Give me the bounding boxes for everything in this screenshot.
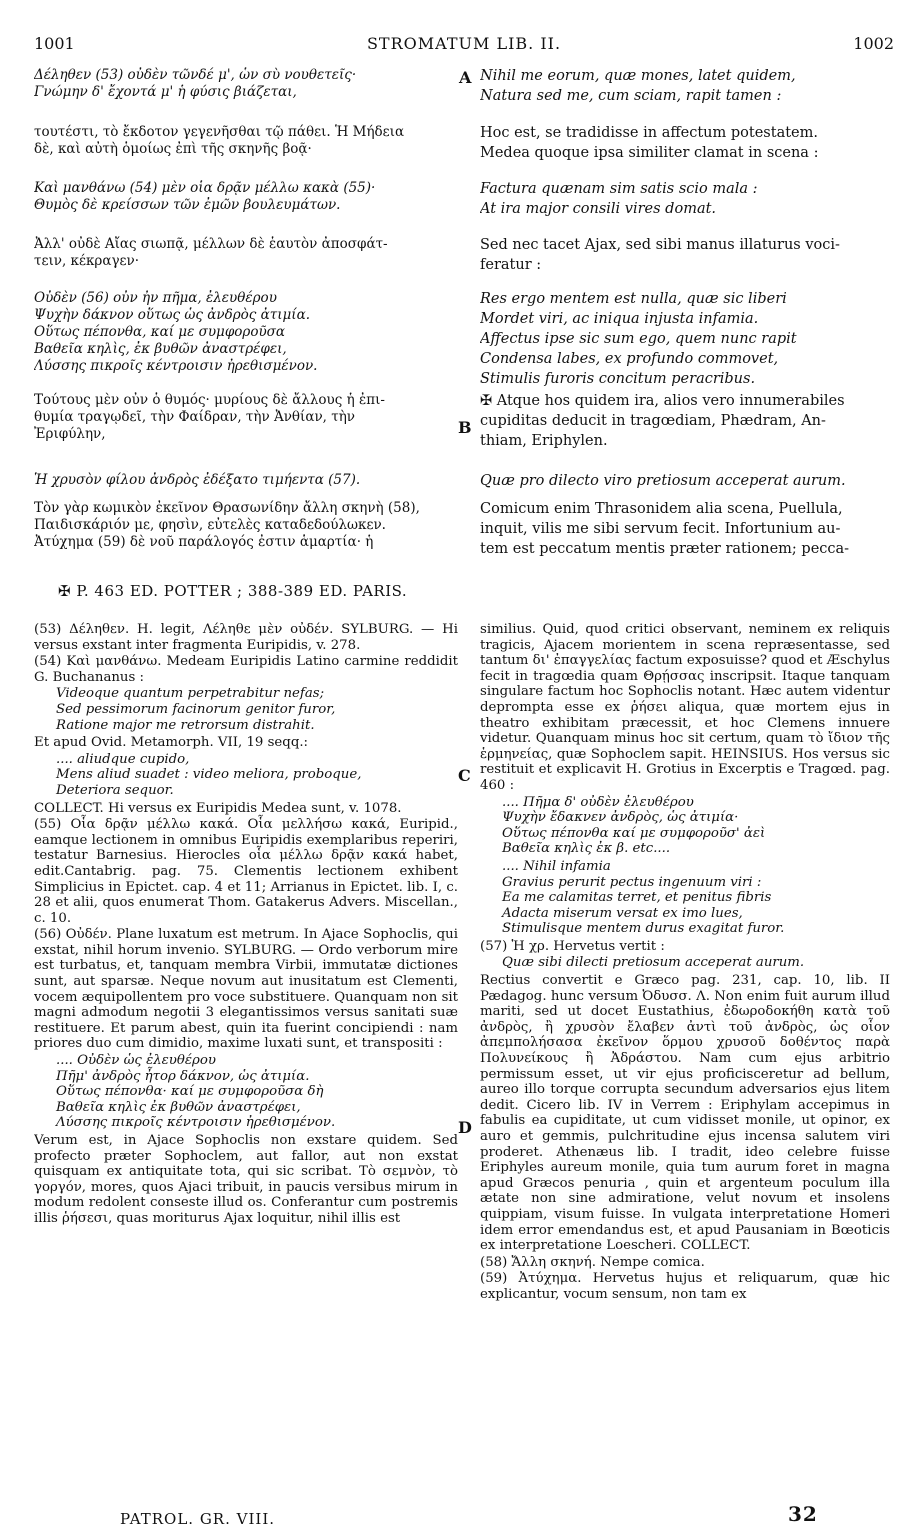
latin-block: Res ergo mentem est nulla, quæ sic liberi Mordet viri, ac iniqua injusta infamia. Affectus ipse sic sum ego, quem nunc rapit Condensa labes, ex profundo commovet, Stimulis furoris concitum peracribus. [480, 291, 797, 387]
note-verse: Quæ sibi dilecti pretiosum acceperat aurum. [502, 955, 805, 971]
greek-block: τουτέστι, τὸ ἔκδοτον γεγενῆσθαι τῷ πάθει. Ἡ Μήδεια δὲ, καὶ αὐτὴ ὁμοίως ἐπὶ τῆς σκηνῆς βοᾷ· [34, 124, 405, 157]
latin-block: Comicum enim Thrasonidem alia scena, Puellula, inquit, vilis me sibi servum fecit. Infortunium au- tem est peccatum mentis præter rationem; pecca- [480, 501, 850, 557]
latin-block: Hoc est, se tradidisse in affectum potestatem. Medea quoque ipsa similiter clamat in scena : [480, 125, 819, 161]
note-paragraph: similius. Quid, quod critici observant, neminem ex reliquis tragicis, Ajacem morientem in scena repræsentasse, sed tantum δι' ἐπαγγελίας factum exposuisse? quod et Æschylus fecit in tragœdia quam Θρῄσσας inscripsit. Itaque tanquam singulare factum hoc Sophoclis notant. Hæc autem videntur deprompta esse ex ῥήσει aliqua, quæ mortem ejus in theatro exhibitam præcessit, et hoc Clemens innuere videtur. Quanquam minus hoc sit certum, quam τὸ ἴδιον τῆς ἑρμηνείας, quæ Sophoclem sapit. HEINSIUS. Hos versus sic restituit et explicavit H. Grotius in Excerptis e Tragœd. pag. 460 : [480, 622, 890, 793]
note-paragraph: (53) Δέληθεν. H. legit, Λέληθε μὲν οὐδέν. SYLBURG. — Hi versus exstant inter fragmenta Euripidis, v. 278. [34, 622, 458, 653]
edition-reference: ✠ P. 463 ED. POTTER ; 388-389 ED. PARIS. [58, 582, 408, 600]
note-paragraph: Verum est, in Ajace Sophoclis non exstare quidem. Sed profecto præter Sophoclem, aut fallor, aut non exstat quisquam ex antiquitate tota, qui sic scribat. Τὸ σεμνὸν, τὸ γοργόν, mores, quos Ajaci tribuit, in paucis versibus mirum in modum redolent conseste illud os. Conferantur cum postremis illis ῥήσεσι, quas moriturus Ajax loquitur, nihil illis est [34, 1133, 458, 1226]
latin-block: ✠ Atque hos quidem ira, alios vero innumerabiles cupiditas deducit in tragœdiam, Phædram, An- thiam, Eriphylen. [480, 393, 845, 449]
greek-block: Τὸν γὰρ κωμικὸν ἐκεῖνον Θρασωνίδην ἄλλη σκηνὴ (58), Παιδισκάριόν με, φησὶν, εὐτελὲς καταδεδούλωκεν. Ἀτύχημα (59) δὲ νοῦ παράλογός ἐστιν ἁμαρτία· ἡ [34, 500, 420, 550]
note-verse: .... Πῆμα δ' οὐδὲν ἐλευθέρου Ψυχὴν ἔδακνεν ἀνδρὸς, ὡς ἀτιμία· Οὕτως πέπονθα καί με συμφοροῦσ' ἀεὶ Βαθεῖα κηλὶς ἐκ β. etc.... [502, 794, 766, 857]
page-number-left: 1001 [34, 34, 75, 53]
footer-right: 32 [788, 1502, 818, 1526]
running-title: STROMATUM LIB. II. [366, 34, 562, 53]
note-paragraph: (54) Καὶ μανθάνω. Medeam Euripidis Latino carmine reddidit G. Buchananus : [34, 654, 458, 685]
page-number-right: 1002 [853, 34, 894, 53]
page-header [34, 34, 894, 60]
note-paragraph: Et apud Ovid. Metamorph. VII, 19 seqq.: [34, 735, 309, 751]
greek-block: Καὶ μανθάνω (54) μὲν οἷα δρᾷν μέλλω κακὰ (55)· Θυμὸς δὲ κρείσσων τῶν ἐμῶν βουλευμάτων. [34, 180, 376, 213]
note-verse: .... aliudque cupido, Mens aliud suadet : video meliora, proboque, Deteriora sequor. [56, 751, 362, 798]
note-verse: .... Οὐδὲν ὡς ἐλευθέρου Πῆμ' ἀνδρὸς ἦτορ δάκνον, ὡς ἀτιμία. Οὕτως πέπονθα· καί με συμφοροῦσα δὴ Βαθεῖα κηλὶς ἐκ βυθῶν ἀναστρέφει, Λύσσης πικροῖς κέντροισιν ἠρεθισμένον. [56, 1053, 336, 1131]
note-verse: Videoque quantum perpetrabitur nefas; Sed pessimorum facinorum genitor furor, Ratione major me retrorsum distrahit. [56, 686, 336, 733]
note-paragraph: (57) Ἡ χρ. Hervetus vertit : [480, 938, 665, 954]
latin-block: Quæ pro dilecto viro pretiosum acceperat aurum. [480, 473, 846, 489]
note-verse: .... Nihil infamia Gravius perurit pectus ingenuum viri : Ea me calamitas terret, et penitus fibris Adacta miserum versat ex imo lues, Stimulisque mentem durus exagitat furor. [502, 858, 785, 937]
notes-right-column [480, 622, 890, 1492]
latin-block: Nihil me eorum, quæ mones, latet quidem, Natura sed me, cum sciam, rapit tamen : [480, 68, 796, 104]
margin-letter-a: A [459, 68, 472, 87]
note-paragraph: (56) Οὐδέν. Plane luxatum est metrum. In Ajace Sophoclis, qui exstat, nihil horum invenio. SYLBURG. — Ordo verborum mire est turbatus, et, tanquam membra Virbii, immutatæ dictiones sunt, aut sparsæ. Neque novum aut inusitatum est Clementi, vocem æquipollentem pro voce substituere. Quanquam non sit magni admodum negotii 3 elegantissimos versus sanitati suæ restituere. Et parum abest, quin ita fuerint concipiendi : nam priores duo cum dimidio, maxime luxati sunt, et transpositi : [34, 927, 458, 1052]
latin-block: Sed nec tacet Ajax, sed sibi manus illaturus voci- feratur : [480, 237, 840, 273]
greek-block: Τούτους μὲν οὖν ὁ θυμός· μυρίους δὲ ἄλλους ἡ ἐπι- θυμία τραγῳδεῖ, τὴν Φαίδραν, τὴν Ἀνθίαν, τὴν Ἐριφύλην, [34, 392, 385, 442]
greek-block: Δέληθεν (53) οὐδὲν τῶνδέ μ', ὧν σὺ νουθετεῖς· Γνώμην δ' ἔχοντά μ' ἡ φύσις βιάζεται, [34, 67, 357, 100]
margin-letter-b: B [458, 418, 472, 437]
greek-block: Ἡ χρυσὸν φίλου ἀνδρὸς ἐδέξατο τιμήεντα (57). [34, 472, 361, 488]
margin-letter-c: C [458, 766, 471, 785]
greek-block: Οὐδὲν (56) οὖν ἦν πῆμα, ἐλευθέρου Ψυχὴν δάκνον οὕτως ὡς ἀνδρὸς ἀτιμία. Οὕτως πέπονθα, καί με συμφοροῦσα Βαθεῖα κηλὶς, ἐκ βυθῶν ἀναστρέφει, Λύσσης πικροῖς κέντροισιν ἠρεθισμένον. [34, 290, 318, 374]
latin-block: Factura quænam sim satis scio mala : At ira major consili vires domat. [480, 181, 758, 217]
note-paragraph: COLLECT. Hi versus ex Euripidis Medea sunt, v. 1078. [34, 800, 402, 816]
note-paragraph: Rectius convertit e Græco pag. 231, cap. 10, lib. II Pædagog. hunc versum Ὀδυσσ. Λ. Non enim fuit aurum illud mariti, sed ut docet Eustathius, ἐδωροδοκήθη κατὰ τοῦ ἀνδρὸς, ἢ χρυσὸν ἔλαβεν ἀντὶ τοῦ ἀνδρὸς, ὡς οἷον ἀπεμπολήσασα ἐκεῖνον ὅρμου χρυσοῦ δοθέντος παρὰ Πολυνείκους ἢ Ἀδράστου. Nam cum ejus arbitrio permissum esset, ut vir ejus proficisceretur ad bellum, aureo illo torque corrupta secundum adversarios ejus litem dedit. Cicero lib. IV in Verrem : Eriphylam accepimus in fabulis ea cupiditate, ut cum vidisset monile, ut opinor, ex auro et gemmis, pulchritudine ejus incensa salutem viri proderet. Athenæus lib. I tradit, ideo celebre fuisse Eriphyles aureum monile, quia tum aurum foret in magna apud Græcos penuria , quin et argenteum poculum illa ætate non sine admiratione, velut novum et insolens quippiam, visum fuisse. In vulgata interpretatione Homeri idem error emendandus est, et apud Pausaniam in Bœoticis ex interpretatione Loescheri. COLLECT. [480, 973, 890, 1254]
footer-left: PATROL. GR. VIII. [120, 1510, 276, 1528]
note-paragraph: (55) Οἷα δρᾷν μέλλω κακά. Οἷα μελλήσω κακά, Euripid., eamque lectionem in omnibus Euripidis exemplaribus reperiri, testatur Barnesius. Hierocles οἷα μέλλω δρᾷν κακά habet, edit.Cantabrig. pag. 75. Clementis lectionem exhibent Simplicius in Epictet. cap. 4 et 11; Arrianus in Epictet. lib. I, c. 28 et alii, quos enumerat Thom. Gatakerus Advers. Miscellan., c. 10. [34, 817, 458, 926]
notes-left-column [34, 622, 458, 1492]
note-paragraph: (58) Ἄλλη σκηνή. Nempe comica. [480, 1254, 705, 1270]
greek-block: Ἀλλ' οὐδὲ Αἴας σιωπᾷ, μέλλων δὲ ἑαυτὸν ἀποσφάτ- τειν, κέκραγεν· [34, 236, 388, 269]
margin-letter-d: D [458, 1118, 472, 1137]
note-paragraph: (59) Ἀτύχημα. Hervetus hujus et reliquarum, quæ hic explicantur, vocum sensum, non tam ex [480, 1271, 890, 1302]
